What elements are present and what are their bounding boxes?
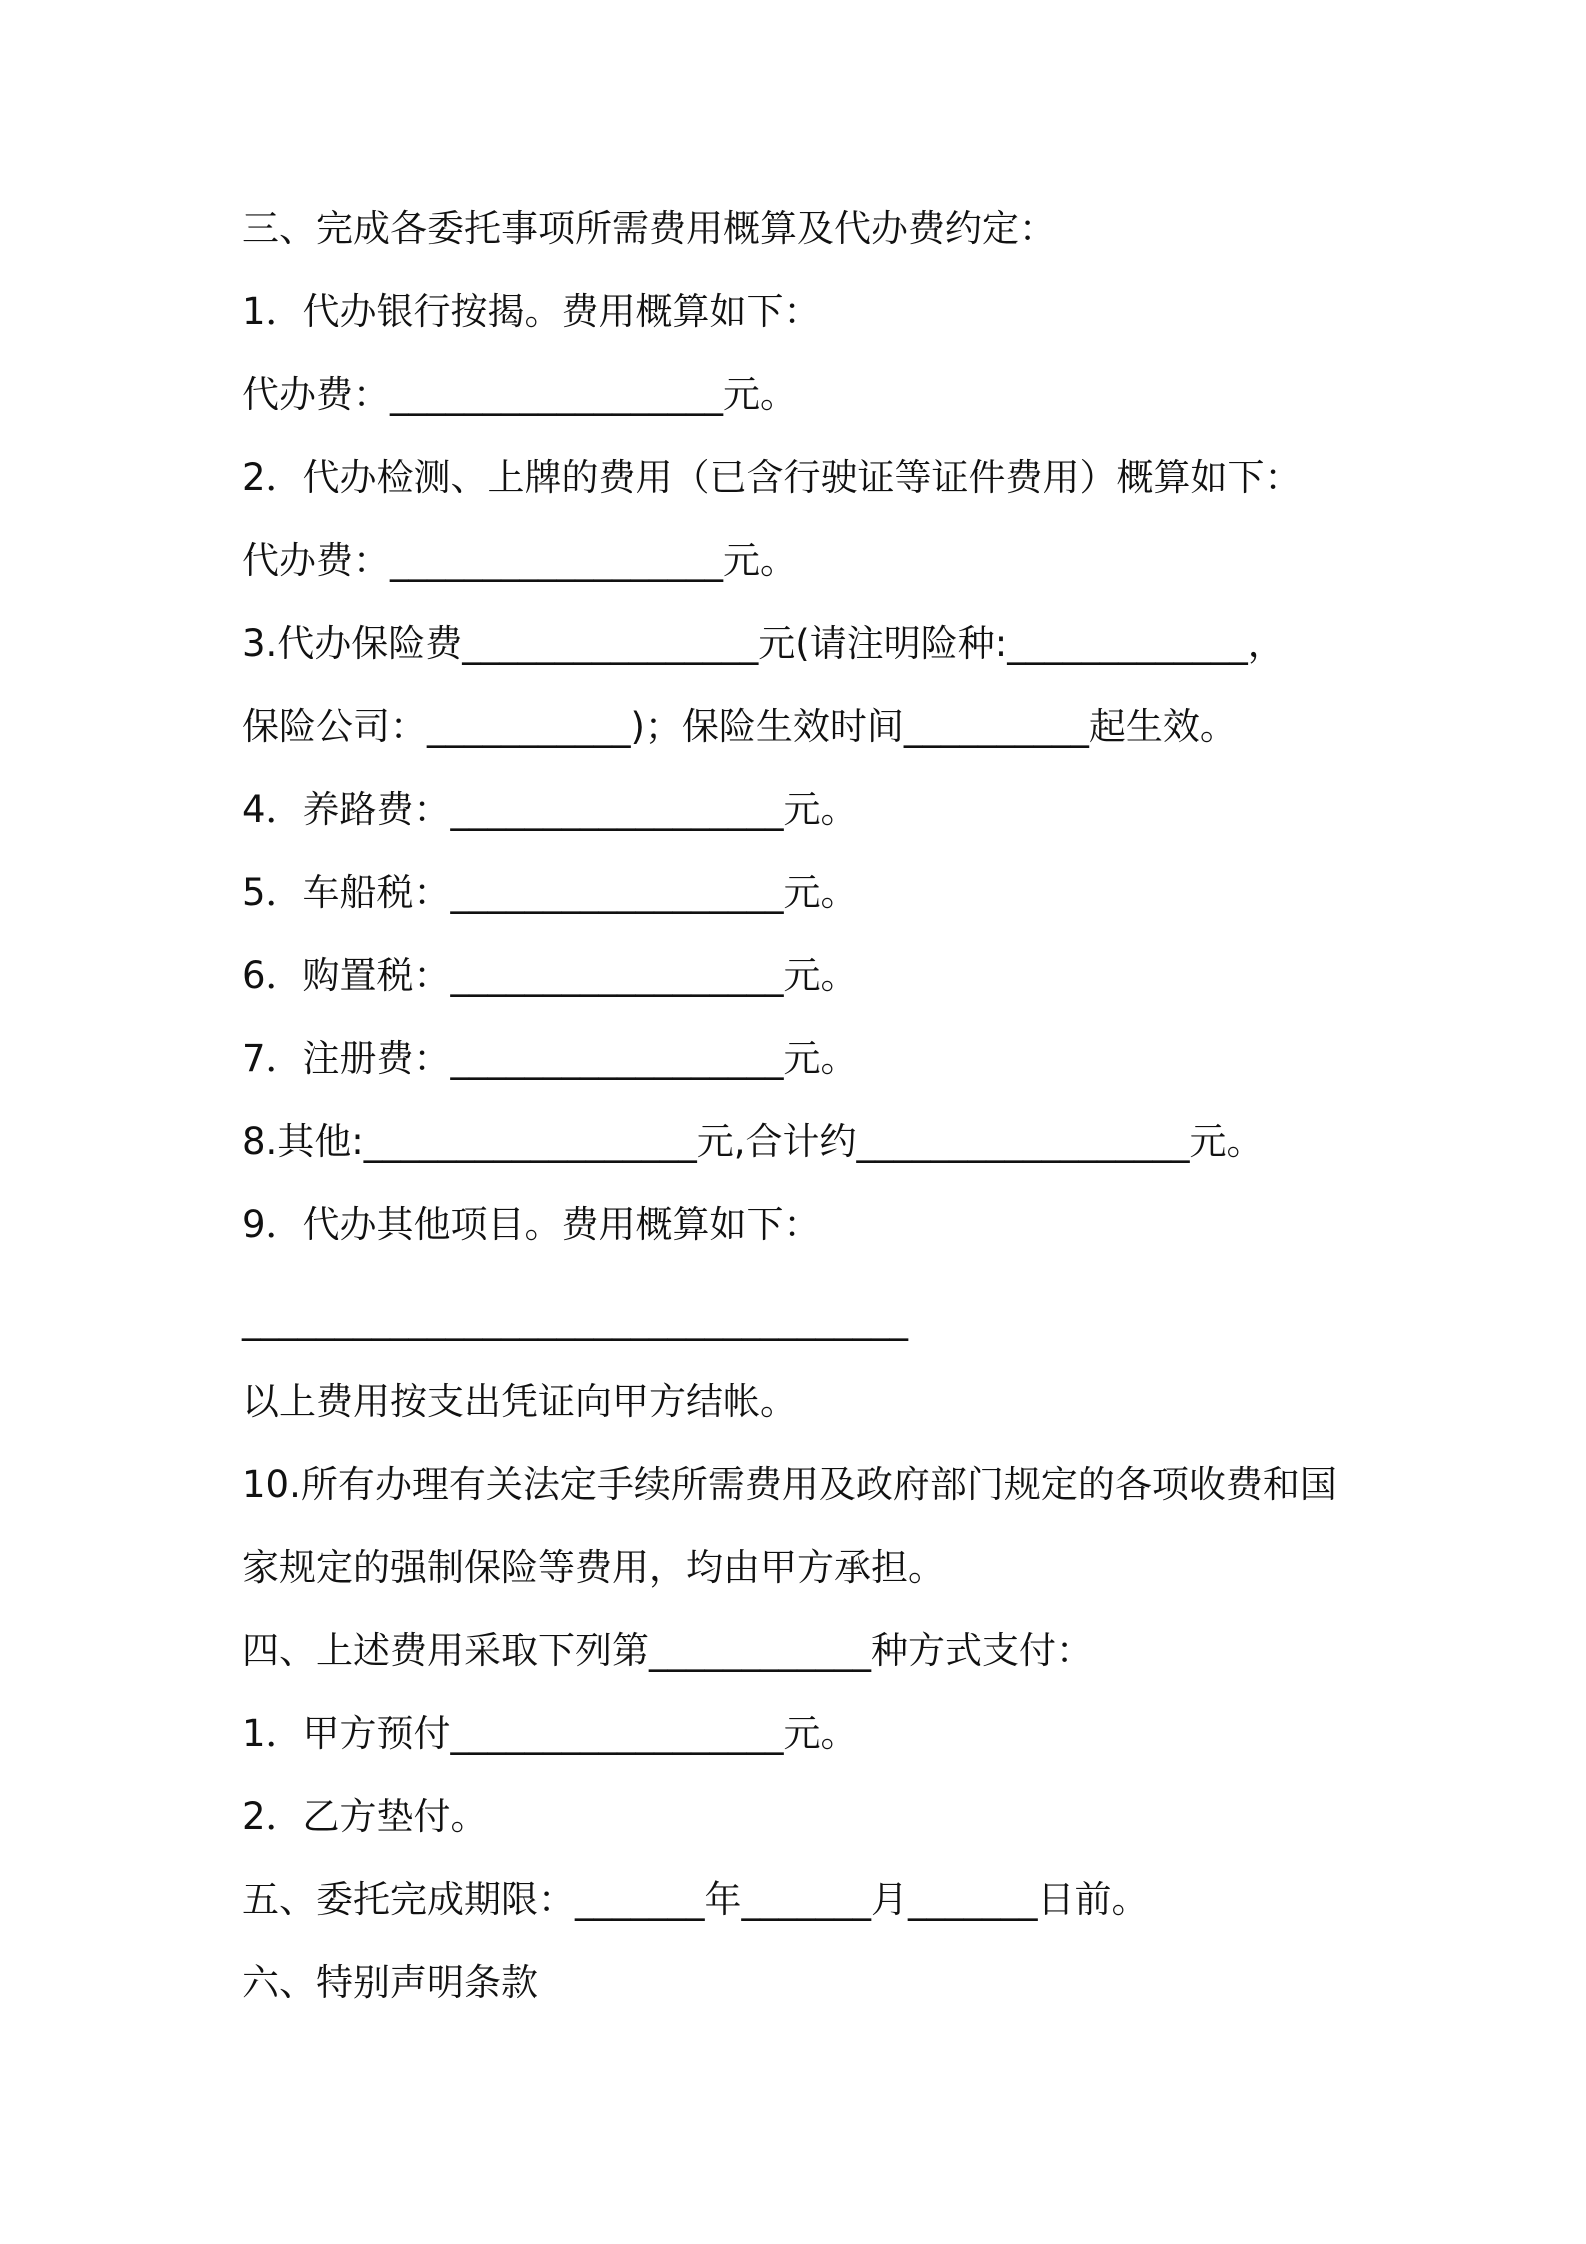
- item-6-purchase-tax: 6．购置税：__________________元。: [242, 954, 858, 997]
- item-7-registration-fee: 7．注册费：__________________元。: [242, 1037, 858, 1080]
- item-10-line-1: 10.所有办理有关法定手续所需费用及政府部门规定的各项收费和国: [242, 1463, 1337, 1506]
- section-5-deadline: 五、委托完成期限：_______年_______月_______日前。: [242, 1878, 1149, 1921]
- section-3-heading: 三、完成各委托事项所需费用概算及代办费约定：: [242, 207, 1056, 250]
- item-2-inspection: 2．代办检测、上牌的费用（已含行驶证等证件费用）概算如下：: [242, 456, 1302, 499]
- payment-option-2: 2．乙方垫付。: [242, 1795, 488, 1838]
- payment-option-1: 1．甲方预付__________________元。: [242, 1712, 858, 1755]
- settlement-note: 以上费用按支出凭证向甲方结帐。: [242, 1380, 797, 1423]
- item-9-other-items: 9．代办其他项目。费用概算如下：: [242, 1203, 821, 1246]
- item-3-insurance-company: 保险公司：___________)；保险生效时间__________起生效。: [242, 705, 1237, 748]
- item-9-blank-line: ____________________________________: [242, 1298, 908, 1341]
- item-8-other-total: 8.其他:__________________元,合计约__________________元。: [242, 1120, 1264, 1163]
- section-4-heading: 四、上述费用采取下列第____________种方式支付：: [242, 1629, 1093, 1672]
- item-5-vehicle-tax: 5．车船税：__________________元。: [242, 871, 858, 914]
- item-10-line-2: 家规定的强制保险等费用，均由甲方承担。: [242, 1546, 945, 1589]
- item-1-bank-mortgage: 1．代办银行按揭。费用概算如下：: [242, 290, 821, 333]
- section-6-heading: 六、特别声明条款: [242, 1961, 538, 2004]
- item-1-agency-fee: 代办费：__________________元。: [242, 373, 797, 416]
- item-3-insurance: 3.代办保险费________________元(请注明险种:_____________，: [242, 622, 1285, 665]
- item-4-road-fee: 4．养路费：__________________元。: [242, 788, 858, 831]
- item-2-agency-fee: 代办费：__________________元。: [242, 539, 797, 582]
